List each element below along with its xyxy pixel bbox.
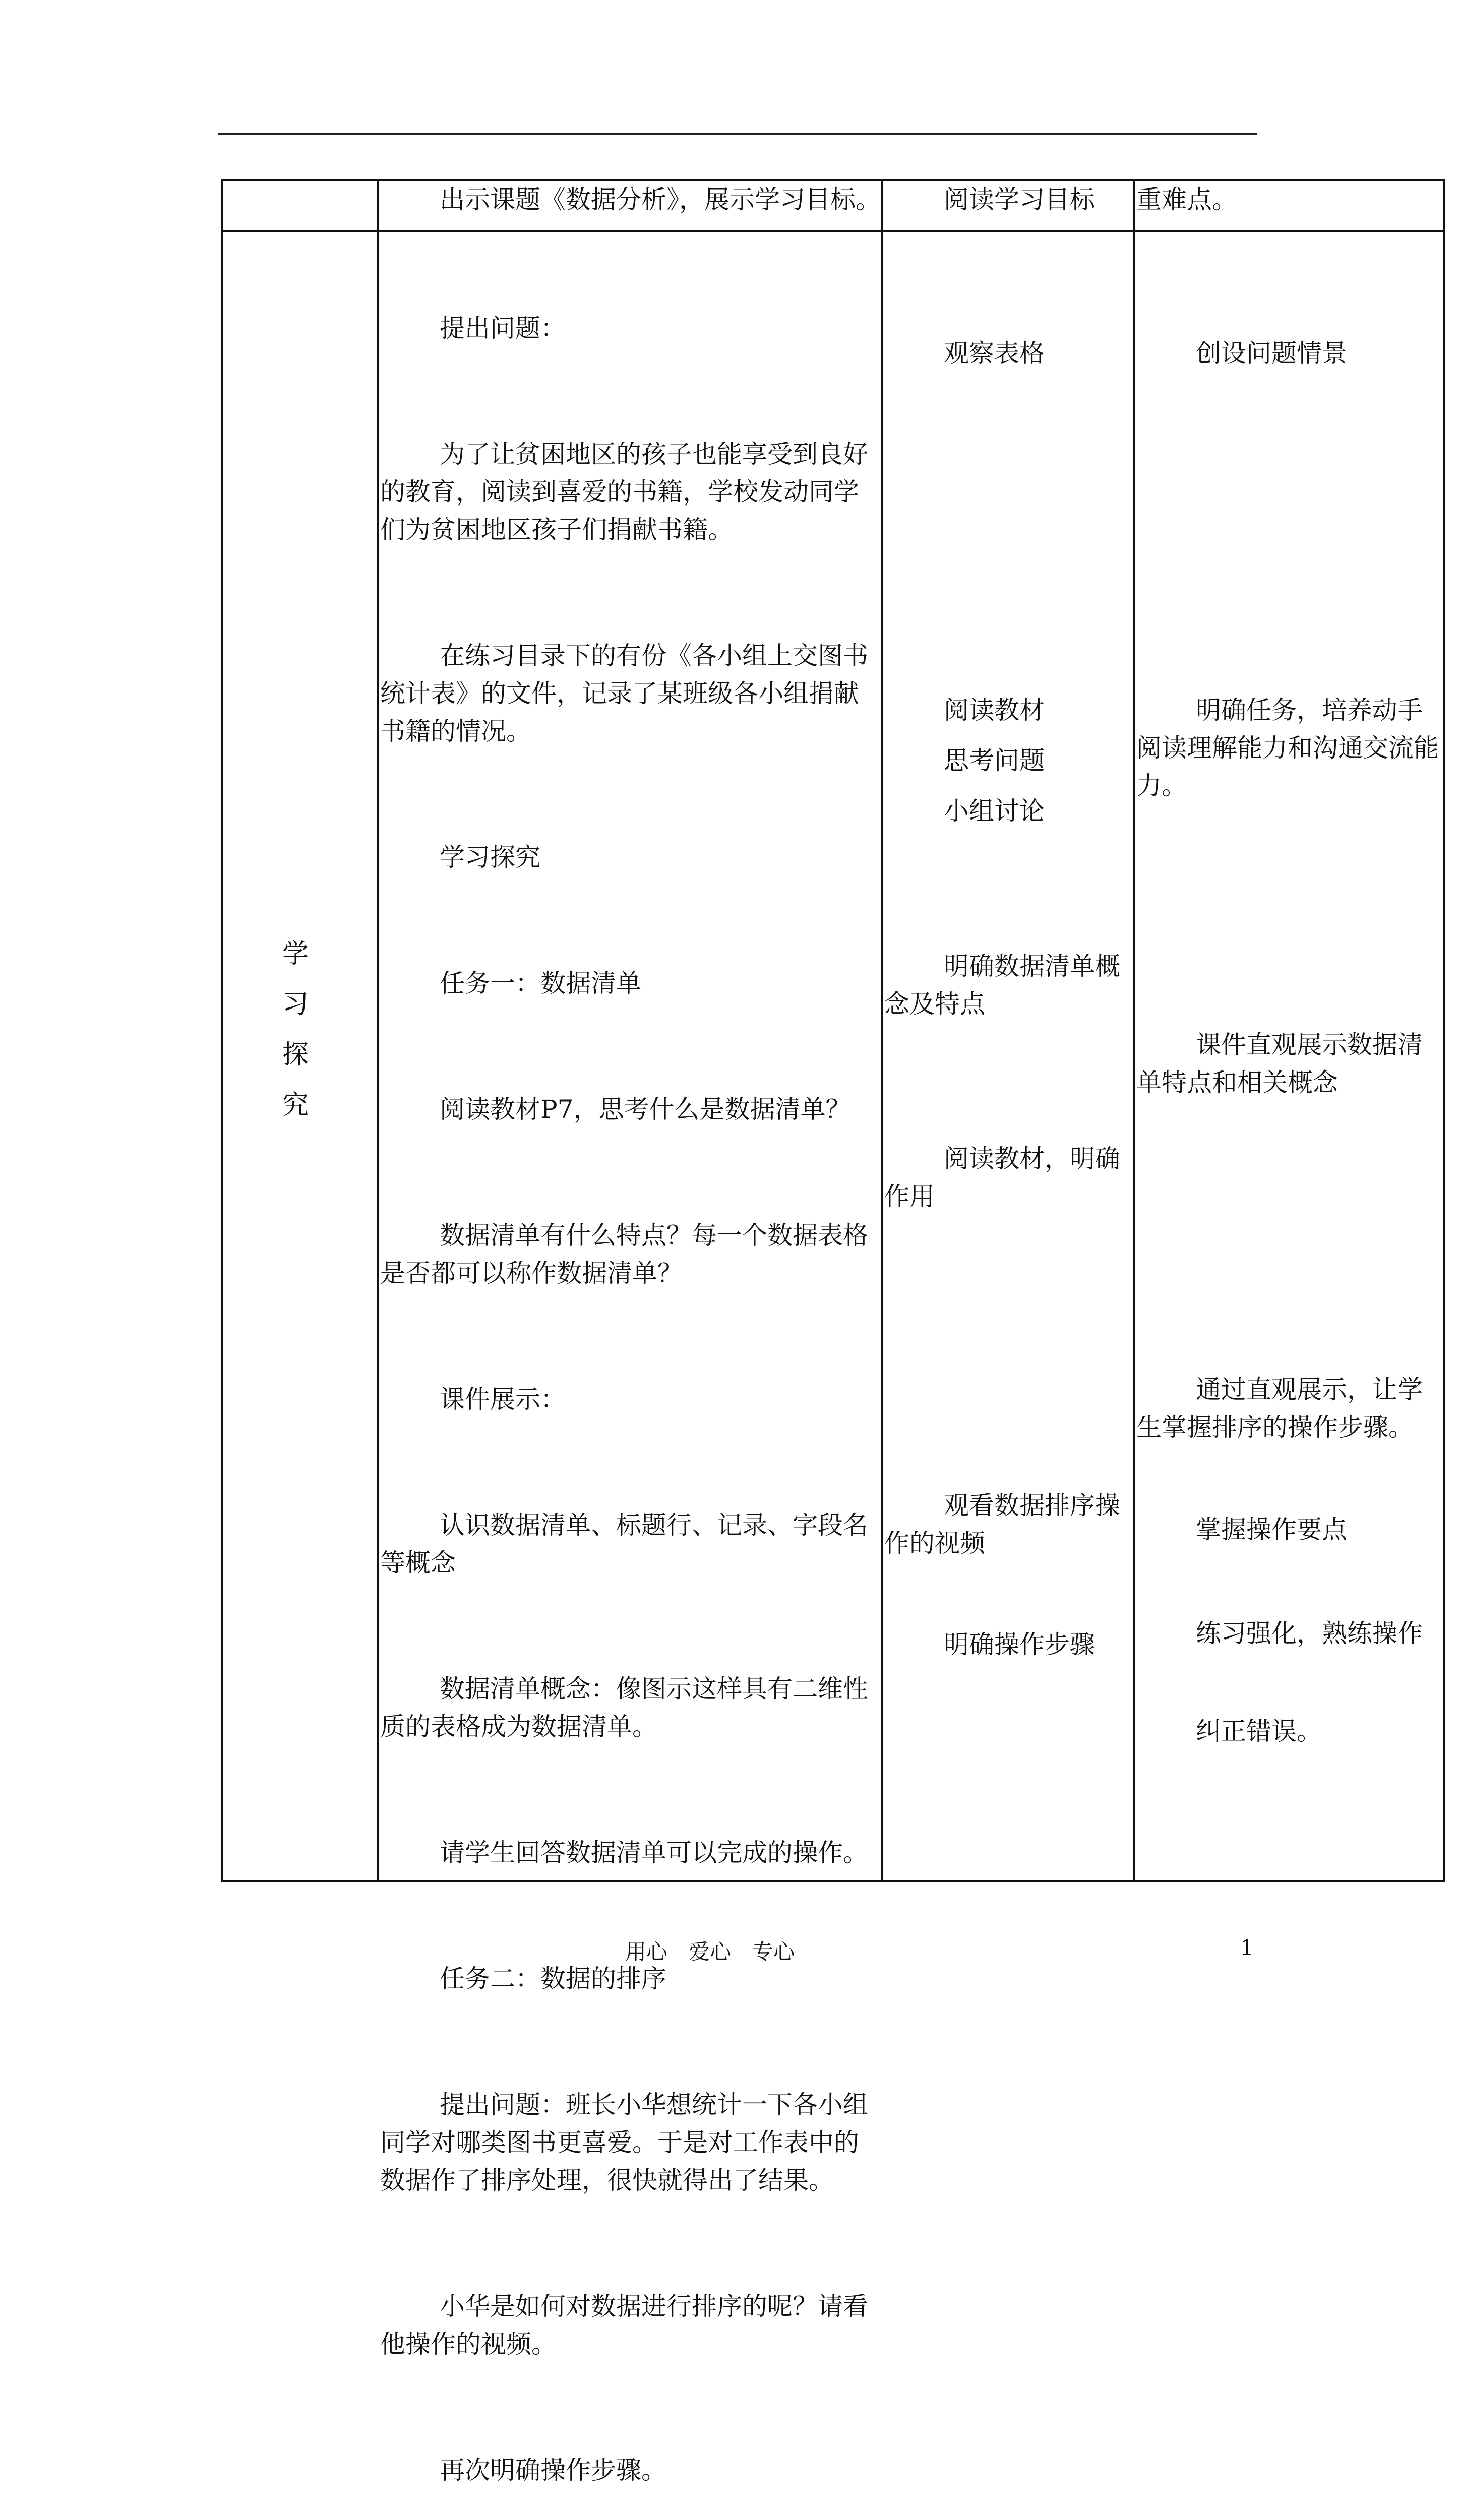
col2-paragraph: 任务二：数据的排序 bbox=[440, 1964, 666, 1993]
table-border-left bbox=[221, 179, 223, 1882]
col2-paragraph: 任务一：数据清单 bbox=[440, 969, 641, 998]
col3-item: 思考问题 bbox=[944, 746, 1045, 775]
table-col-divider-2 bbox=[881, 179, 883, 1882]
header-rule bbox=[218, 133, 1257, 135]
col2-paragraph: 请学生回答数据清单可以完成的操作。 bbox=[440, 1838, 868, 1867]
col2-paragraph: 阅读教材P7，思考什么是数据清单？ bbox=[440, 1095, 851, 1124]
col4-item: 课件直观展示数据清单特点和相关概念 bbox=[1136, 1030, 1423, 1097]
page-number: 1 bbox=[1240, 1935, 1254, 1960]
col2-paragraph: 再次明确操作步骤。 bbox=[440, 2455, 666, 2485]
col2-paragraph: 数据清单概念：像图示这样具有二维性质的表格成为数据清单。 bbox=[380, 1674, 868, 1741]
table-col-divider-1 bbox=[377, 179, 379, 1882]
top-row-col2-text: 出示课题《数据分析》，展示学习目标。 bbox=[440, 185, 881, 214]
col3-item: 明确操作步骤 bbox=[944, 1630, 1095, 1659]
col2-paragraph: 提出问题： bbox=[440, 313, 566, 343]
col4-item: 纠正错误。 bbox=[1196, 1717, 1322, 1746]
footer-motto: 用心 爱心 专心 bbox=[625, 1939, 795, 1964]
col2-paragraph: 在练习目录下的有份《各小组上交图书统计表》的文件，记录了某班级各小组捐献书籍的情况。 bbox=[380, 641, 868, 746]
col3-item: 阅读教材 bbox=[944, 696, 1045, 725]
col4-item: 练习强化，熟练操作 bbox=[1196, 1619, 1423, 1648]
col4-item: 通过直观展示，让学生掌握排序的操作步骤。 bbox=[1136, 1375, 1423, 1442]
col2-text-block bbox=[380, 232, 879, 2520]
section-label-char: 习 bbox=[282, 989, 309, 1020]
col3-item: 明确数据清单概念及特点 bbox=[884, 952, 1120, 1019]
col4-item: 创设问题情景 bbox=[1196, 339, 1347, 368]
col3-item: 小组讨论 bbox=[944, 796, 1045, 826]
section-label-char: 究 bbox=[282, 1090, 309, 1120]
col2-paragraph: 为了让贫困地区的孩子也能享受到良好的教育，阅读到喜爱的书籍，学校发动同学们为贫困地区孩子们捐献书籍。 bbox=[380, 439, 868, 544]
col2-paragraph: 数据清单有什么特点？每一个数据表格是否都可以称作数据清单？ bbox=[380, 1221, 868, 1288]
table-border-right bbox=[1443, 179, 1445, 1882]
col2-paragraph: 学习探究 bbox=[440, 843, 540, 872]
col2-paragraph: 小华是如何对数据进行排序的呢？请看他操作的视频。 bbox=[380, 2292, 868, 2359]
col2-paragraph: 课件展示： bbox=[440, 1384, 566, 1414]
top-row-col3-text: 阅读学习目标 bbox=[944, 185, 1095, 214]
table-col-divider-3 bbox=[1133, 179, 1135, 1882]
col4-item: 明确任务，培养动手阅读理解能力和沟通交流能力。 bbox=[1136, 696, 1439, 800]
section-label-char: 学 bbox=[282, 939, 309, 969]
col2-paragraph: 提出问题：班长小华想统计一下各小组同学对哪类图书更喜爱。于是对工作表中的数据作了排序处理，很快就得出了结果。 bbox=[380, 2090, 868, 2195]
col3-item: 观看数据排序操作的视频 bbox=[884, 1491, 1120, 1558]
col3-item: 观察表格 bbox=[944, 339, 1045, 368]
section-label-char: 探 bbox=[282, 1040, 309, 1070]
col4-item: 掌握操作要点 bbox=[1196, 1515, 1347, 1544]
col3-item: 阅读教材，明确作用 bbox=[884, 1144, 1120, 1211]
top-row-col4-text: 重难点。 bbox=[1136, 185, 1237, 214]
col2-paragraph: 认识数据清单、标题行、记录、字段名等概念 bbox=[380, 1510, 868, 1578]
